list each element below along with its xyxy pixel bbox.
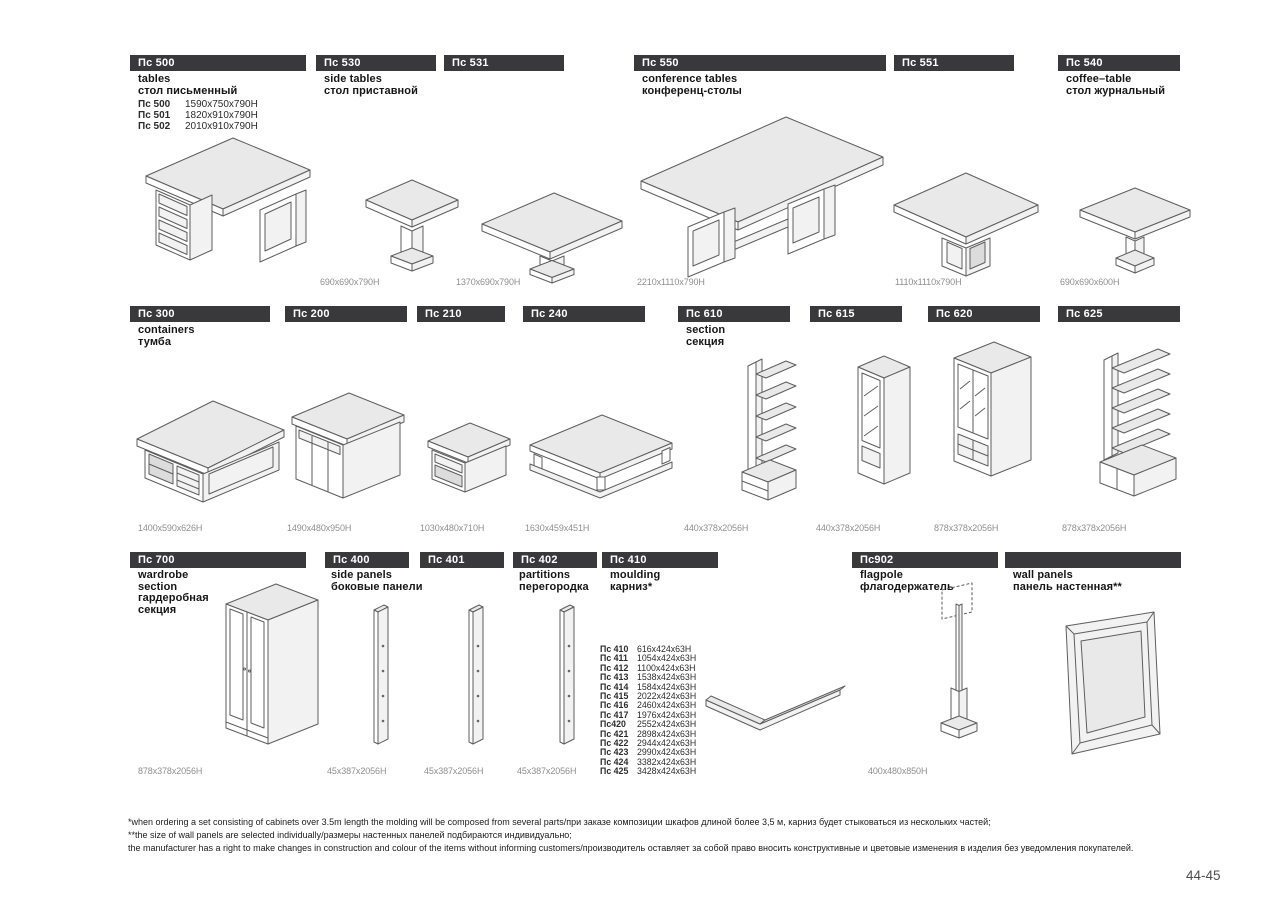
side-panel-illustration <box>459 596 491 751</box>
dims-label: 878x378x2056H <box>1062 523 1127 533</box>
header-bar-ps401: Пс 401 <box>420 552 504 568</box>
product-dims: 2944x424x63H <box>637 738 697 749</box>
spec-row <box>600 767 696 776</box>
double-glass-cabinet-illustration <box>950 334 1035 504</box>
product-code: Пс 415 <box>600 691 629 702</box>
title-ru: боковые панели <box>331 580 423 593</box>
group-title-wall-panels <box>1013 570 1122 593</box>
header-bar-ps210: Пс 210 <box>417 306 505 322</box>
title-ru: панель настенная** <box>1013 580 1122 593</box>
tall-cabinet-illustration <box>854 346 914 511</box>
side-panel-illustration <box>364 596 396 751</box>
product-code: Пс 422 <box>600 738 629 749</box>
title-en: tables <box>138 73 171 85</box>
product-code: Пс 417 <box>600 709 629 720</box>
dims-label: 440x378x2056H <box>816 523 881 533</box>
title-en: coffee–table <box>1066 73 1132 85</box>
title-ru: тумба <box>138 335 172 348</box>
product-code: Пс 410 <box>600 644 629 654</box>
product-code: Пс 424 <box>600 756 629 767</box>
conference-table-illustration <box>636 108 888 286</box>
flagpole-illustration <box>926 580 994 758</box>
open-shelving-illustration <box>1096 334 1181 506</box>
product-code: Пс420 <box>600 719 626 730</box>
header-bar-ps410: Пс 410 <box>602 552 718 568</box>
product-dims: 1100x424x63H <box>637 662 696 673</box>
footnotes <box>128 816 1146 856</box>
dims-label: 45x387x2056H <box>424 766 484 776</box>
group-title-containers <box>138 325 195 348</box>
product-code: Пс 416 <box>600 700 629 711</box>
title-en: wall panels <box>1013 569 1073 581</box>
group-title-tables <box>138 74 237 97</box>
product-code: Пс 412 <box>600 662 629 673</box>
title-line: секция <box>138 603 177 616</box>
side-table-illustration <box>362 170 462 282</box>
header-bar-ps540: Пс 540 <box>1058 55 1180 71</box>
dims-label: 878x378x2056H <box>934 523 999 533</box>
page-number: 44-45 <box>1186 868 1221 883</box>
header-bar-ps551: Пс 551 <box>894 55 1014 71</box>
product-code: Пс 421 <box>600 728 629 739</box>
title-ru: карниз* <box>610 580 653 593</box>
product-dims: 2022x424x63H <box>637 691 697 702</box>
group-title-moulding <box>610 570 660 593</box>
side-table-long-illustration <box>478 186 626 286</box>
product-dims: 2898x424x63H <box>637 728 697 739</box>
product-code: Пс 425 <box>600 766 629 777</box>
header-bar-ps610: Пс 610 <box>678 306 790 322</box>
title-line: section <box>138 580 178 593</box>
header-bar-ps902: Пс902 <box>852 552 998 568</box>
header-bar-ps625: Пс 625 <box>1058 306 1180 322</box>
footnote-line: **the size of wall panels are selected individually/размеры настенных панелей подбираются индивидуально; <box>128 830 572 841</box>
group-title-side-tables <box>324 74 418 97</box>
group-title-side-panels <box>331 570 423 593</box>
title-en: moulding <box>610 569 661 581</box>
spec-row <box>138 99 258 110</box>
header-bar-ps200: Пс 200 <box>285 306 407 322</box>
dims-label: 690x690x790H <box>320 277 380 287</box>
title-ru: стол приставной <box>324 84 418 97</box>
group-title-conference-tables <box>642 74 742 97</box>
header-bar-wall-panels <box>1005 552 1181 568</box>
product-code: Пс 414 <box>600 681 629 692</box>
header-bar-ps400: Пс 400 <box>325 552 409 568</box>
dims-label: 400x480x850H <box>868 766 928 776</box>
title-en: partitions <box>519 569 571 581</box>
dims-label: 1490x480x950H <box>287 523 352 533</box>
title-en: section <box>686 324 726 336</box>
title-line: гардеробная <box>138 592 209 604</box>
title-ru: конференц-столы <box>642 84 742 97</box>
footnote-line: *when ordering a set consisting of cabinets over 3.5m length the molding will be composed from several parts/при заказе композиции шкафов длиной более 3,5 м, карниз будет стыковаться из нескольких частей; <box>128 817 991 827</box>
product-code: Пс 501 <box>138 110 171 121</box>
dims-label: 45x387x2056H <box>327 766 387 776</box>
header-bar-ps620: Пс 620 <box>928 306 1040 322</box>
product-dims: 616x424x63H <box>637 644 692 654</box>
container-illustration <box>133 390 288 518</box>
small-container-illustration <box>424 414 514 500</box>
cabinet-illustration <box>288 384 408 504</box>
product-code: Пс 500 <box>138 99 171 110</box>
dims-label: 1370x690x790H <box>456 277 521 287</box>
dims-label: 1630x459x451H <box>525 523 590 533</box>
header-bar-ps240: Пс 240 <box>523 306 645 322</box>
footnote-line: the manufacturer has a right to make changes in construction and colour of the items without informing customers/производитель оставляет за собой право вносить конструктивные и цветовые изменения в изделия без уведомления покупателей. <box>128 843 1134 854</box>
header-bar-ps500: Пс 500 <box>130 55 306 71</box>
low-bench-illustration <box>526 408 676 506</box>
header-bar-ps530: Пс 530 <box>316 55 436 71</box>
group-title-partitions <box>519 570 589 593</box>
wardrobe-illustration <box>222 574 322 766</box>
header-bar-ps402: Пс 402 <box>513 552 597 568</box>
product-dims: 1590x750x790H <box>185 99 258 110</box>
header-bar-ps615: Пс 615 <box>810 306 902 322</box>
title-ru: флагодержатель <box>860 580 954 593</box>
dims-label: 2210x1110x790H <box>637 277 705 287</box>
coffee-table-illustration <box>1076 180 1194 284</box>
title-en: conference tables <box>642 73 738 85</box>
desk-illustration <box>140 126 315 276</box>
header-bar-ps700: Пс 700 <box>130 552 306 568</box>
spec-table-moulding <box>600 645 696 777</box>
product-dims: 1976x424x63H <box>637 709 697 720</box>
product-code: Пс 411 <box>600 653 628 664</box>
header-bar-ps550: Пс 550 <box>634 55 886 71</box>
open-section-illustration <box>736 344 806 509</box>
group-title-section <box>686 325 725 348</box>
dims-label: 1110x1110x790H <box>895 277 962 287</box>
product-code: Пс 423 <box>600 747 629 758</box>
title-ru: стол журнальный <box>1066 84 1166 97</box>
product-dims: 1584x424x63H <box>637 681 697 692</box>
title-ru: секция <box>686 335 725 348</box>
header-bar-ps300: Пс 300 <box>130 306 270 322</box>
product-code: Пс 413 <box>600 672 629 683</box>
title-ru: перегородка <box>519 580 589 593</box>
product-dims: 2010x910x790H <box>185 121 258 132</box>
square-table-illustration <box>890 164 1042 284</box>
title-en: containers <box>138 324 195 336</box>
title-en: side tables <box>324 73 382 85</box>
product-dims: 2552x424x63H <box>637 719 697 730</box>
wall-panel-illustration <box>1056 604 1168 766</box>
product-dims: 3382x424x63H <box>637 756 697 767</box>
dims-label: 878x378x2056H <box>138 766 203 776</box>
product-dims: 3428x424x63H <box>637 766 697 777</box>
moulding-illustration <box>698 664 846 746</box>
title-ru: стол письменный <box>138 84 238 97</box>
title-line: wardrobe <box>138 569 189 581</box>
product-code: Пс 502 <box>138 121 171 132</box>
product-dims: 2990x424x63H <box>637 747 697 758</box>
group-title-wardrobe <box>138 570 209 616</box>
product-dims: 1538x424x63H <box>637 672 697 683</box>
partition-illustration <box>550 596 582 751</box>
dims-label: 690x690x600H <box>1060 277 1120 287</box>
group-title-coffee-table <box>1066 74 1165 97</box>
product-dims: 1820x910x790H <box>185 110 258 121</box>
title-en: side panels <box>331 569 393 581</box>
title-en: flagpole <box>860 569 903 581</box>
dims-label: 1400x590x626H <box>138 523 203 533</box>
dims-label: 1030x480x710H <box>420 523 485 533</box>
header-bar-ps531: Пс 531 <box>444 55 564 71</box>
spec-row <box>138 110 258 121</box>
product-dims: 2460x424x63H <box>637 700 697 711</box>
dims-label: 45x387x2056H <box>517 766 577 776</box>
product-dims: 1054x424x63H <box>637 653 697 664</box>
dims-label: 440x378x2056H <box>684 523 749 533</box>
